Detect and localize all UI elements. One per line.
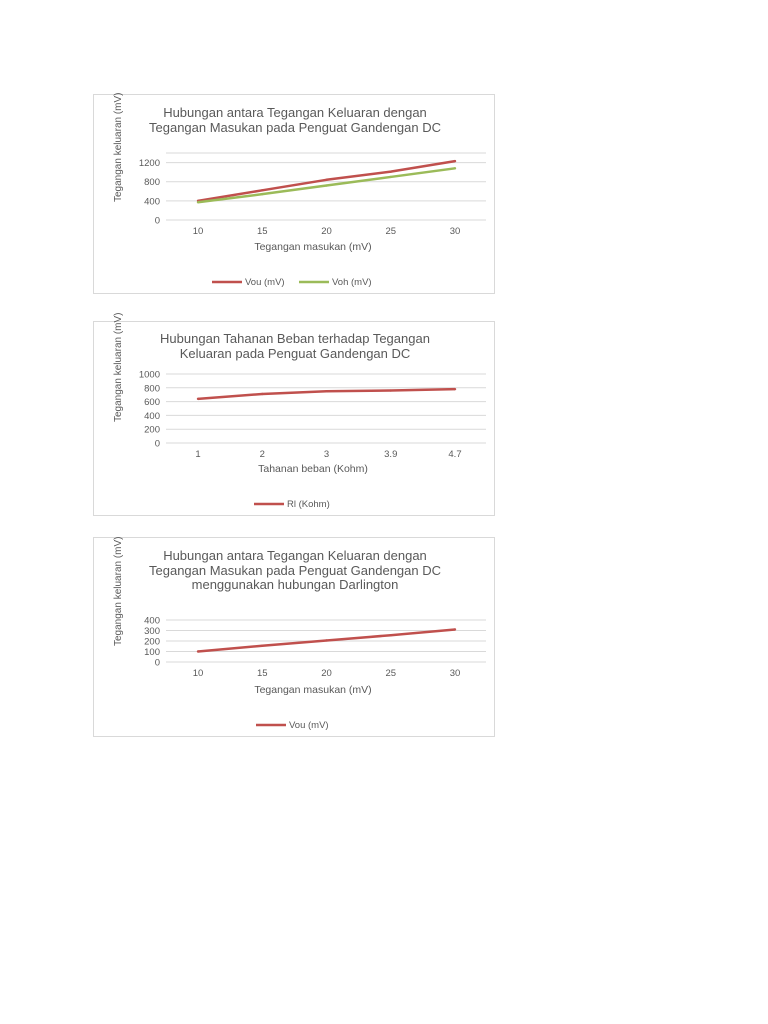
x-tick-label: 2	[259, 449, 265, 460]
y-axis-label: Tegangan keluaran (mV)	[113, 536, 124, 646]
x-tick-label: 25	[385, 226, 397, 237]
chart-2-load-resistance	[93, 312, 495, 516]
chart-3-plot	[94, 538, 496, 738]
x-tick-label: 15	[256, 226, 268, 237]
data-point	[261, 189, 263, 191]
legend-label: Vou (mV)	[245, 277, 285, 288]
chart-title-line: Tegangan Masukan pada Penguat Gandengan DC	[149, 563, 441, 578]
data-point	[325, 184, 327, 186]
chart-title-line: Hubungan antara Tegangan Keluaran dengan	[163, 105, 427, 120]
x-tick-label: 1	[195, 449, 201, 460]
data-point	[325, 179, 327, 181]
chart-2-plot	[94, 322, 496, 517]
chart-1-plot	[94, 95, 496, 295]
y-tick-label: 400	[144, 410, 160, 422]
data-point	[390, 170, 392, 172]
legend-label: Rl (Kohm)	[287, 499, 330, 510]
x-tick-label: 4.7	[448, 449, 462, 460]
y-tick-label: 800	[144, 177, 160, 189]
chart-3-darlington	[93, 537, 495, 737]
data-point	[261, 193, 263, 195]
y-tick-label: 400	[144, 615, 160, 627]
chart-title-line: Hubungan Tahanan Beban terhadap Tegangan	[160, 331, 430, 346]
data-point	[197, 398, 199, 400]
x-axis-label: Tahanan beban (Kohm)	[258, 463, 368, 475]
data-point	[454, 388, 456, 390]
legend-label: Vou (mV)	[289, 720, 329, 731]
chart-title-line: menggunakan hubungan Darlington	[191, 577, 399, 592]
chart-title-line: Tegangan Masukan pada Penguat Gandengan DC	[149, 120, 441, 135]
y-tick-label: 600	[144, 397, 160, 409]
y-axis-label: Tegangan keluaran (mV)	[113, 312, 124, 422]
y-tick-label: 0	[154, 438, 160, 450]
x-tick-label: 30	[449, 226, 461, 237]
chart-1-vout-vs-vin	[93, 94, 495, 294]
x-axis-label: Tegangan masukan (mV)	[254, 241, 372, 253]
x-tick-label: 30	[449, 668, 461, 679]
x-tick-label: 20	[321, 226, 332, 237]
y-tick-label: 200	[144, 636, 160, 648]
chart-title-line: Hubungan antara Tegangan Keluaran dengan	[163, 548, 427, 563]
data-point	[197, 201, 199, 203]
x-tick-label: 3	[323, 449, 330, 460]
x-tick-label: 10	[192, 668, 204, 679]
data-point	[261, 645, 263, 647]
y-tick-label: 0	[154, 215, 160, 227]
y-tick-label: 1000	[138, 369, 160, 381]
data-point	[390, 389, 392, 391]
y-tick-label: 1200	[138, 158, 160, 170]
y-tick-label: 200	[144, 424, 160, 436]
chart-title-line: Keluaran pada Penguat Gandengan DC	[179, 346, 411, 361]
x-tick-label: 25	[385, 668, 397, 679]
x-tick-label: 10	[192, 226, 204, 237]
data-point	[454, 160, 456, 162]
data-point	[390, 176, 392, 178]
y-tick-label: 0	[154, 657, 160, 669]
y-tick-label: 300	[144, 626, 160, 637]
data-point	[390, 634, 392, 636]
y-tick-label: 800	[144, 383, 160, 395]
x-tick-label: 3.9	[384, 449, 398, 460]
data-point	[454, 167, 456, 169]
y-axis-label: Tegangan keluaran (mV)	[113, 92, 124, 202]
data-point	[454, 628, 456, 630]
x-tick-label: 20	[321, 668, 332, 679]
y-tick-label: 400	[144, 196, 160, 208]
y-tick-label: 100	[144, 647, 160, 658]
x-axis-label: Tegangan masukan (mV)	[254, 684, 372, 696]
data-point	[261, 393, 263, 395]
legend-label: Voh (mV)	[332, 277, 372, 288]
data-point	[325, 639, 327, 641]
x-tick-label: 15	[256, 668, 268, 679]
data-point	[197, 650, 199, 652]
data-point	[325, 390, 327, 392]
